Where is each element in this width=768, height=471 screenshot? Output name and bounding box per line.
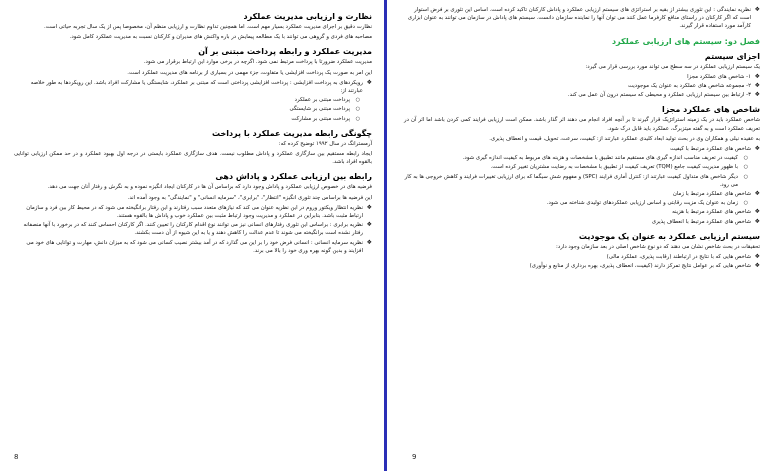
list-item-text: رویکردهای به پرداخت افزایشی : پرداخت افزایشی پرداختی است که مبتنی بر عملکرد، شایستگی یا مشارکت افراد باشد. این رویکردها به طور خلاصه عبارتند از: [30, 79, 363, 95]
list-item-text: نظریه برابری : براساس این تئوری رفتارهای انسانی نیز می توانند نوع اقدام کارکنان را تعیین کنند. اگر کارکنان احساس کنند که در برخورد با آنها منصفانه رفتار نشده است برانگیخته می شوند تا عدم عدالت را کاهش دهند و یا به این شیوه از آن دست بکشند. [23, 222, 363, 237]
diamond-bullet-icon: ❖ [754, 190, 760, 198]
list-item-text: شاخص هایی که بر عوامل نتایج تمرکز دارند (کیفیت، انعطاف پذیری، بهره برداری از منابع و نوآوری) [529, 263, 751, 270]
paragraph: این امر به صورت یک پرداخت افزایشی یا متفاوت، جزء مهمی در بسیاری از برنامه های مدیریت عملکرد است. [127, 69, 372, 76]
diamond-bullet-icon: ❖ [366, 203, 372, 211]
list-item-text: پرداخت مبتنی بر مشارکت [291, 115, 350, 122]
hollow-bullet-icon: ○ [355, 106, 360, 113]
list-item-text: ۱- شاخص های عملکرد مجزا [687, 73, 751, 80]
paragraph: به عقیده نیلی و همکاران وی در بحث تولید ابعاد کلیدی عملکرد عبارتند از: کیفیت، سرعت، تحویل، قیمت و انعطاف پذیری. [489, 135, 760, 142]
list-item-text: کیفیت در تعریف مناسب اندازه گیری های مستقیم مانند تطبیق با مشخصات و هزینه های مربوط به کیفیت اندازه گیری شود. [462, 155, 738, 162]
list-item-text: ۲- مجموعه شاخص های عملکرد به عنوان یک موجودیت [628, 83, 751, 90]
paragraph: نظارت دقیق بر اجرای مدیریت عملکرد بسیار مهم است. اما همچنین تداوم نظارت و ارزیابی منظم آن، مخصوصا پس از یک سال تجربه حیاتی است. [44, 24, 372, 30]
list-item [404, 218, 760, 226]
sub-list-item [404, 173, 760, 189]
diamond-bullet-icon: ❖ [754, 91, 760, 99]
section-heading: مدیریت عملکرد و رابطه پرداخت مبتنی بر آن [198, 47, 372, 57]
list-item-text: پرداخت مبتنی بر عملکرد [294, 97, 350, 104]
page-number: 9 [412, 453, 417, 461]
list-item [14, 221, 372, 237]
section-heading: اجزای سیستم [704, 51, 760, 61]
diamond-bullet-icon: ❖ [754, 262, 760, 270]
list-item [14, 79, 372, 95]
page-number: 8 [14, 453, 19, 461]
diamond-bullet-icon: ❖ [754, 208, 760, 216]
sub-list-item [404, 163, 760, 171]
list-item [404, 6, 760, 31]
section-heading: سیستم ارزیابی عملکرد به عنوان یک موجودیت [578, 231, 760, 241]
paragraph: مصاحبه های فردی و گروهی می توانند با یک مطالعه پیمایش در باره واکنش های مدیران و کارکنان نسبت به مدیریت عملکرد کامل شود. [69, 34, 372, 41]
diamond-bullet-icon: ❖ [754, 6, 760, 13]
paragraph: آرمسترانگ در سال ۱۹۹۲ توضیح کرده که: [278, 140, 372, 147]
list-item [404, 145, 760, 153]
list-item [404, 262, 760, 270]
list-item [404, 208, 760, 216]
list-item [14, 204, 372, 220]
list-item [404, 253, 760, 261]
hollow-bullet-icon: ○ [355, 115, 360, 122]
list-item-text: دیگر شاخص های متداول کیفیت عبارتند از: کنترل آماری فرایند (SPC) و مفهوم شش سیگما که برای ارزیابی تغییرات فرایند و کاهش خروجی ها به کار می رود. [404, 173, 738, 188]
list-item-text: زمان به عنوان یک مزیت رقابتی و اساس ارزیابی عملکردهای تولیدی شناخته می شود. [546, 200, 738, 207]
left-page [0, 0, 380, 471]
paragraph: مدیریت عملکرد ضرورتا با پرداخت مرتبط نمی شود. اگرچه در برخی موارد این ارتباط برقرار می شود. [143, 59, 372, 66]
list-item-text: شاخص های عملکرد مرتبط با زمان [672, 191, 751, 198]
list-item [404, 190, 760, 198]
list-item-text: پرداخت مبتنی بر شایستگی [289, 106, 350, 113]
list-item [404, 91, 760, 99]
paragraph: یک سیستم ارزیابی عملکرد در سه سطح می تواند مورد بررسی قرار می گیرد: [585, 63, 760, 70]
right-page-content [404, 6, 760, 270]
list-item [404, 73, 760, 81]
list-item-text: نظریه سرمایه انسانی : انسانی فرض خود را بر این می گذارد که در آمد بیشتر نصیب کسانی می شود که به میزان دانش، مهارت و توانایی های خود می افزایند و بدین گونه بهره وری خود را بالا می برند. [26, 239, 363, 254]
list-item-text: شاخص های عملکرد مرتبط با هزینه [672, 209, 751, 216]
list-item-text: نظریه انتظار ویکتور وروم در این نظریه عنوان می کند که نیازهای متعدد سبب رفتارند و این رفتار برانگیخته می شود که در محیط کار بین فرد و سازمان ارتباط مثبت باشد. بنابراین در عملکرد و مدیریت وجود ارتباط مثبت بین عملکرد خوب و پاداش ها بالقوه هستند. [26, 204, 363, 220]
hollow-bullet-icon: ○ [743, 173, 748, 180]
list-item [404, 82, 760, 90]
left-page-content [14, 12, 372, 255]
paragraph: شاخص عملکرد باید در یک زمینه استراتژیک قرار گیرند تا بر آنچه افراد انجام می دهند اثر گذار باشد. ممکن است ارزیابی فرایند کمی کردن باشد اما اثر آن در تعریف عملکرد است و به گفته میتزبرگ، عملکرد باید قابل درک شود. [404, 117, 760, 132]
paragraph: تحقیقات در بحث شاخص نشان می دهند که دو نوع شاخص اصلی در بعد سازمان وجود دارد: [556, 243, 760, 250]
list-item-text: شاخص های عملکرد مرتبط با انعطاف پذیری [651, 218, 751, 225]
section-heading: شاخص های عملکرد مجزا [661, 105, 760, 115]
sub-list-item [14, 105, 372, 113]
list-item-text: نظریه نمایندگی : این تئوری بیشتر از بقیه بر استراتژی های سیستم ارزیابی عملکرد و پاداش کارکنان تاکید کرده است. اساس این تئوری بر فرض استوار است که اگر کارکنان در راستای منافع کارفرما عمل کنند می توان آنها را نماینده سازمان دانست. سیستم های پاداش در سازمان می توانند به عنوان ابزاری کارآمد مورد استفاده قرار گیرند. [407, 7, 751, 30]
diamond-bullet-icon: ❖ [754, 82, 760, 90]
right-page [392, 0, 768, 471]
hollow-bullet-icon: ○ [743, 200, 748, 207]
section-heading: چگونگی رابطه مدیریت عملکرد با پرداخت [211, 128, 372, 138]
diamond-bullet-icon: ❖ [754, 253, 760, 261]
diamond-bullet-icon: ❖ [366, 78, 372, 86]
sub-list-item [14, 115, 372, 123]
diamond-bullet-icon: ❖ [366, 238, 372, 246]
hollow-bullet-icon: ○ [355, 97, 360, 104]
list-item-text: با ظهور مدیریت کیفیت جامع (TQM) تعریف کیفیت از تطبیق با مشخصات به رضایت مشتریان تغییر کرده است. [490, 164, 738, 171]
diamond-bullet-icon: ❖ [754, 145, 760, 153]
list-item-text: شاخص هایی که با نتایج در ارتباطند (رقابت پذیری، عملکرد مالی) [606, 254, 751, 261]
list-item-text: ۳- ارتباط بین سیستم ارزیابی عملکرد و محیطی که سیستم درون آن عمل می کند. [567, 92, 751, 99]
list-item-text: شاخص های عملکرد مرتبط با کیفیت [670, 146, 751, 153]
section-heading: نظارت و ارزیابی مدیریت عملکرد [243, 12, 372, 21]
diamond-bullet-icon: ❖ [754, 217, 760, 225]
paragraph: فرضیه های در خصوص ارزیابی عملکرد و پاداش وجود دارد که براساس آن ها در کارکنان ایجاد انگیزه نموده و به نگرش و رفتار آنان جهت می دهد. [47, 184, 372, 191]
hollow-bullet-icon: ○ [743, 164, 748, 171]
sub-list-item [404, 154, 760, 162]
section-heading: فصل دو: سیستم های ارزیابی عملکرد [611, 36, 760, 46]
paragraph: این فرضیه ها براساس چند تئوری انگیزه "انتظار"، "برابری"، "سرمایه انسانی" و "نمایندگی" به وجود آمده اند. [127, 194, 372, 201]
paragraph: ایجاد رابطه مستقیم بین سازگاری عملکرد و پاداش مطلوب نیست. هدف سازگاری عملکرد بایستی در درجه اول بهبود عملکرد و در حد ممکن ارزیابی توانایی بالقوه افراد باشد. [14, 151, 372, 166]
section-heading: رابطه بین ارزیابی عملکرد و پاداش دهی [215, 172, 372, 182]
diamond-bullet-icon: ❖ [366, 221, 372, 229]
sub-list-item [14, 96, 372, 104]
diamond-bullet-icon: ❖ [754, 72, 760, 80]
list-item [14, 239, 372, 255]
hollow-bullet-icon: ○ [743, 155, 748, 162]
sub-list-item [404, 199, 760, 207]
